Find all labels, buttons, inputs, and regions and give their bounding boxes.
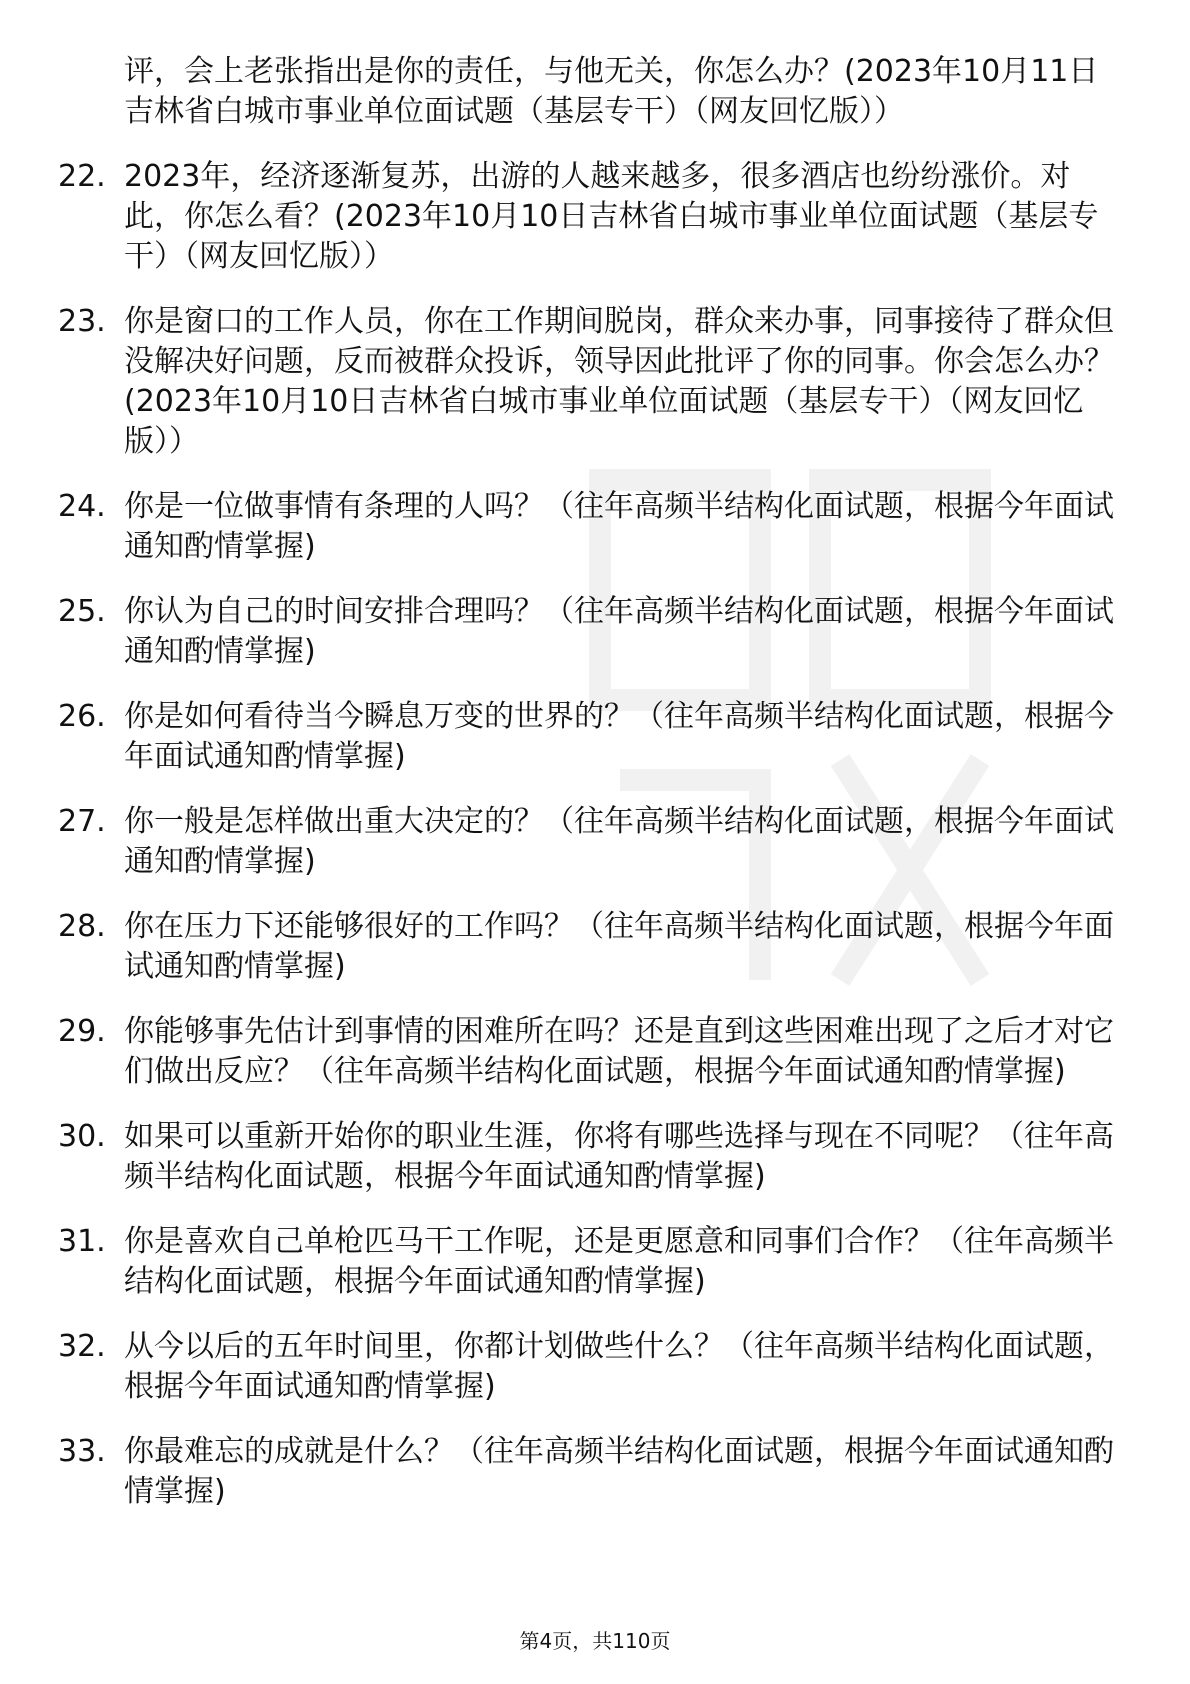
list-item-number: 25. (58, 594, 106, 629)
list-item (58, 1222, 1118, 1302)
list-item-number: 24. (58, 489, 106, 524)
list-item-text: 你最难忘的成就是什么？（往年高频半结构化面试题，根据今年面试通知酌情掌握) (124, 1434, 1114, 1509)
list-item-number: 22. (58, 159, 106, 194)
list-item (58, 1327, 1118, 1407)
list-item-text: 你是如何看待当今瞬息万变的世界的？（往年高频半结构化面试题，根据今年面试通知酌情掌握) (124, 699, 1114, 774)
list-item-text: 你是喜欢自己单枪匹马干工作呢，还是更愿意和同事们合作？（往年高频半结构化面试题，根据今年面试通知酌情掌握) (124, 1224, 1114, 1299)
list-item-text: 你是一位做事情有条理的人吗？（往年高频半结构化面试题，根据今年面试通知酌情掌握) (124, 489, 1114, 564)
list-item-number: 32. (58, 1329, 106, 1364)
list-item (58, 697, 1118, 777)
list-item-number: 33. (58, 1434, 106, 1469)
list-item (58, 592, 1118, 672)
list-item (58, 1432, 1118, 1512)
list-item (58, 802, 1118, 882)
list-item-text: 你一般是怎样做出重大决定的？（往年高频半结构化面试题，根据今年面试通知酌情掌握) (124, 804, 1114, 879)
list-item-text: 2023年，经济逐渐复苏，出游的人越来越多，很多酒店也纷纷涨价。对此，你怎么看？(2023年10月10日吉林省白城市事业单位面试题（基层专干）（网友回忆版）） (124, 159, 1099, 274)
list-item-number: 29. (58, 1014, 106, 1049)
list-item-text: 你是窗口的工作人员，你在工作期间脱岗，群众来办事，同事接待了群众但没解决好问题，反而被群众投诉，领导因此批评了你的同事。你会怎么办？(2023年10月10日吉林省白城市事业单位面试题（基层专干）（网友回忆版）） (124, 304, 1114, 459)
list-item-text: 如果可以重新开始你的职业生涯，你将有哪些选择与现在不同呢？（往年高频半结构化面试题，根据今年面试通知酌情掌握) (124, 1119, 1114, 1194)
list-item (58, 157, 1118, 277)
list-item-text: 你能够事先估计到事情的困难所在吗？还是直到这些困难出现了之后才对它们做出反应？（往年高频半结构化面试题，根据今年面试通知酌情掌握) (124, 1014, 1114, 1089)
list-item-number: 23. (58, 304, 106, 339)
list-item (58, 1012, 1118, 1092)
list-item-text: 你认为自己的时间安排合理吗？（往年高频半结构化面试题，根据今年面试通知酌情掌握) (124, 594, 1114, 669)
continued-question-text: 评，会上老张指出是你的责任，与他无关，你怎么办？(2023年10月11日吉林省白城市事业单位面试题（基层专干）（网友回忆版）） (124, 54, 1099, 129)
list-item (58, 487, 1118, 567)
list-item-text: 你在压力下还能够很好的工作吗？（往年高频半结构化面试题，根据今年面试通知酌情掌握) (124, 909, 1114, 984)
list-item-number: 28. (58, 909, 106, 944)
question-list (58, 52, 1118, 1512)
list-item-number: 27. (58, 804, 106, 839)
list-item-number: 26. (58, 699, 106, 734)
list-item-number: 31. (58, 1224, 106, 1259)
list-item (58, 1117, 1118, 1197)
list-item-number: 30. (58, 1119, 106, 1154)
list-item-text: 从今以后的五年时间里，你都计划做些什么？（往年高频半结构化面试题，根据今年面试通知酌情掌握) (124, 1329, 1114, 1404)
list-item (58, 907, 1118, 987)
page-number-footer: 第4页，共110页 (519, 1629, 671, 1653)
list-item (58, 302, 1118, 462)
